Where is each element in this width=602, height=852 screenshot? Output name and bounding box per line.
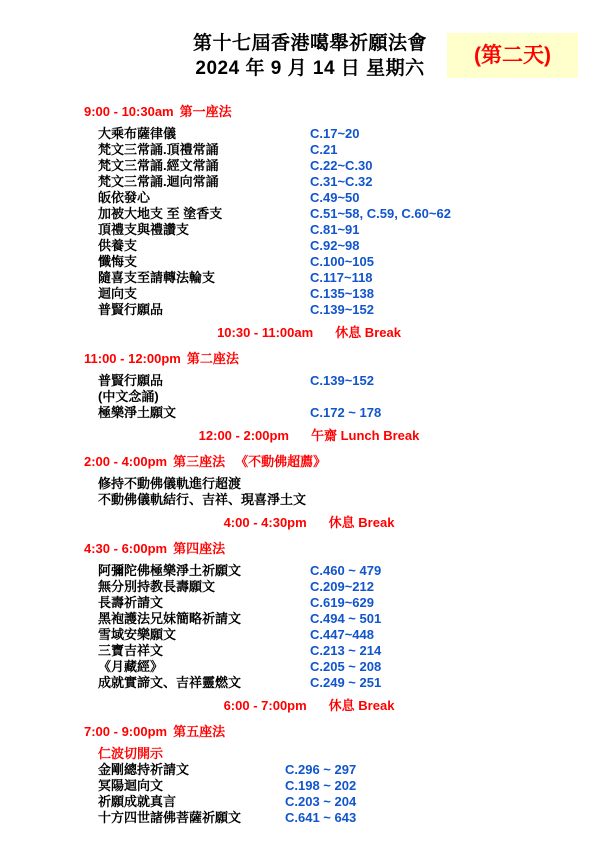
item-page: C.447~448 bbox=[310, 627, 374, 642]
break-label: 休息 Break bbox=[328, 515, 395, 530]
schedule-item bbox=[98, 794, 602, 810]
schedule-item bbox=[98, 389, 602, 405]
schedule-item bbox=[98, 405, 602, 421]
item-page: C.139~152 bbox=[310, 302, 374, 317]
schedule-item bbox=[98, 158, 602, 174]
item-page: C.81~91 bbox=[310, 222, 360, 237]
schedule-item bbox=[98, 174, 602, 190]
schedule-item bbox=[98, 595, 602, 611]
break-time: 6:00 - 7:00pm bbox=[223, 698, 307, 713]
session-block bbox=[0, 541, 602, 691]
schedule-item bbox=[98, 810, 602, 826]
schedule-item bbox=[98, 270, 602, 286]
session-items bbox=[84, 563, 602, 691]
break-row bbox=[0, 515, 602, 531]
item-page: C.172 ~ 178 bbox=[310, 405, 382, 420]
schedule bbox=[0, 81, 602, 826]
schedule-item bbox=[98, 563, 602, 579]
schedule-item bbox=[98, 302, 602, 318]
schedule-item bbox=[98, 476, 602, 492]
item-page: C.49~50 bbox=[310, 190, 360, 205]
session-header bbox=[84, 104, 602, 120]
item-page: C.198 ~ 202 bbox=[285, 778, 357, 793]
item-title: 修持不動佛儀軌進行超渡 bbox=[98, 476, 242, 491]
session-time: 2:00 - 4:00pm bbox=[84, 454, 168, 469]
item-page: C.139~152 bbox=[310, 373, 374, 388]
schedule-item bbox=[98, 611, 602, 627]
session-header bbox=[84, 454, 602, 470]
item-title: 加被大地支 至 塗香支 bbox=[98, 206, 223, 221]
session-time: 4:30 - 6:00pm bbox=[84, 541, 168, 556]
item-page: C.205 ~ 208 bbox=[310, 659, 382, 674]
item-title: 懺悔支 bbox=[98, 254, 138, 269]
break-label: 休息 Break bbox=[335, 325, 401, 340]
item-title: 十方四世諸佛菩薩祈願文 bbox=[98, 810, 242, 825]
session-time: 11:00 - 12:00pm bbox=[84, 351, 181, 366]
session-block bbox=[0, 454, 602, 508]
item-page: C.92~98 bbox=[310, 238, 360, 253]
item-title: 長壽祈請文 bbox=[98, 595, 164, 610]
session-block bbox=[0, 724, 602, 826]
item-title: 頂禮支與禮讚支 bbox=[98, 222, 190, 237]
session-header bbox=[84, 541, 602, 557]
item-title: 阿彌陀佛極樂淨土祈願文 bbox=[98, 563, 242, 578]
item-title: 冥陽迴向文 bbox=[98, 778, 164, 793]
schedule-item bbox=[98, 222, 602, 238]
item-page: C.135~138 bbox=[310, 286, 374, 301]
schedule-item bbox=[98, 627, 602, 643]
session-items bbox=[84, 476, 602, 508]
session-title: 第五座法 bbox=[173, 724, 226, 739]
session-title: 第三座法 bbox=[173, 454, 226, 469]
item-page: C.249 ~ 251 bbox=[310, 675, 382, 690]
item-page: C.100~105 bbox=[310, 254, 374, 269]
session-block bbox=[0, 104, 602, 318]
schedule-item bbox=[98, 492, 602, 508]
item-title: 迴向支 bbox=[98, 286, 138, 301]
schedule-item bbox=[98, 675, 602, 691]
item-title: 祈願成就真言 bbox=[98, 794, 177, 809]
item-title: 供養支 bbox=[98, 238, 138, 253]
item-page: C.209~212 bbox=[310, 579, 374, 594]
item-page: C.494 ~ 501 bbox=[310, 611, 382, 626]
break-label: 休息 Break bbox=[328, 698, 395, 713]
item-page: C.51~58, C.59, C.60~62 bbox=[310, 206, 451, 221]
session-header bbox=[84, 351, 602, 367]
break-row bbox=[0, 325, 602, 341]
item-title: 不動佛儀軌結行、吉祥、現喜淨土文 bbox=[98, 492, 307, 507]
item-title: 無分別持教長壽願文 bbox=[98, 579, 216, 594]
item-title: 大乘布薩律儀 bbox=[98, 126, 177, 141]
item-title: 梵文三常誦.迴向常誦 bbox=[98, 174, 219, 189]
item-title: 普賢行願品 bbox=[98, 373, 164, 388]
title-line-2: 2024 年 9 月 14 日 星期六 bbox=[195, 58, 425, 79]
item-page: C.203 ~ 204 bbox=[285, 794, 357, 809]
item-title: 三寶吉祥文 bbox=[98, 643, 164, 658]
item-page: C.213 ~ 214 bbox=[310, 643, 382, 658]
session-items bbox=[84, 373, 602, 421]
break-row bbox=[0, 428, 602, 444]
session-title: 第一座法 bbox=[179, 104, 232, 119]
item-title: 成就實諦文、吉祥靈燃文 bbox=[98, 675, 242, 690]
item-title: 梵文三常誦.頂禮常誦 bbox=[98, 142, 219, 157]
item-title: 金剛總持祈請文 bbox=[98, 762, 190, 777]
schedule-item bbox=[98, 659, 602, 675]
item-page: C.460 ~ 479 bbox=[310, 563, 382, 578]
schedule-item bbox=[98, 126, 602, 142]
item-page: C.641 ~ 643 bbox=[285, 810, 357, 825]
note-text: 仁波切開示 bbox=[98, 746, 164, 761]
session-block bbox=[0, 351, 602, 421]
session-header bbox=[84, 724, 602, 740]
schedule-item bbox=[98, 286, 602, 302]
schedule-item bbox=[98, 254, 602, 270]
item-page: C.117~118 bbox=[310, 270, 373, 285]
item-title: 《月藏經》 bbox=[98, 659, 164, 674]
schedule-item bbox=[98, 142, 602, 158]
session-items bbox=[84, 746, 602, 826]
break-time: 10:30 - 11:00am bbox=[217, 325, 314, 340]
session-note bbox=[98, 746, 602, 762]
break-row bbox=[0, 698, 602, 714]
session-items bbox=[84, 126, 602, 318]
item-title: 雪域安樂願文 bbox=[98, 627, 177, 642]
schedule-item bbox=[98, 643, 602, 659]
session-title: 第四座法 bbox=[173, 541, 226, 556]
session-time: 7:00 - 9:00pm bbox=[84, 724, 168, 739]
schedule-item bbox=[98, 778, 602, 794]
break-time: 12:00 - 2:00pm bbox=[198, 428, 289, 443]
schedule-item bbox=[98, 373, 602, 389]
schedule-item bbox=[98, 206, 602, 222]
item-title: 普賢行願品 bbox=[98, 302, 164, 317]
item-page: C.17~20 bbox=[310, 126, 360, 141]
schedule-item bbox=[98, 190, 602, 206]
item-title: 梵文三常誦.經文常誦 bbox=[98, 158, 219, 173]
title-line-1: 第十七屆香港噶舉祈願法會 bbox=[192, 33, 427, 54]
day-badge: (第二天) bbox=[447, 33, 578, 78]
item-title: (中文念誦) bbox=[98, 389, 159, 404]
break-time: 4:00 - 4:30pm bbox=[223, 515, 307, 530]
item-page: C.296 ~ 297 bbox=[285, 762, 357, 777]
schedule-item bbox=[98, 579, 602, 595]
session-time: 9:00 - 10:30am bbox=[84, 104, 174, 119]
item-page: C.22~C.30 bbox=[310, 158, 373, 173]
item-page: C.619~629 bbox=[310, 595, 374, 610]
break-label: 午齋 Lunch Break bbox=[310, 428, 420, 443]
item-page: C.31~C.32 bbox=[310, 174, 373, 189]
item-page: C.21 bbox=[310, 142, 338, 157]
item-title: 隨喜支至請轉法輪支 bbox=[98, 270, 216, 285]
item-title: 皈依發心 bbox=[98, 190, 151, 205]
item-title: 黑袍護法兄妹簡略祈請文 bbox=[98, 611, 242, 626]
session-title: 第二座法 bbox=[186, 351, 239, 366]
schedule-item bbox=[98, 762, 602, 778]
session-subtitle: 《不動佛超薦》 bbox=[235, 454, 327, 469]
schedule-item bbox=[98, 238, 602, 254]
item-title: 極樂淨土願文 bbox=[98, 405, 177, 420]
